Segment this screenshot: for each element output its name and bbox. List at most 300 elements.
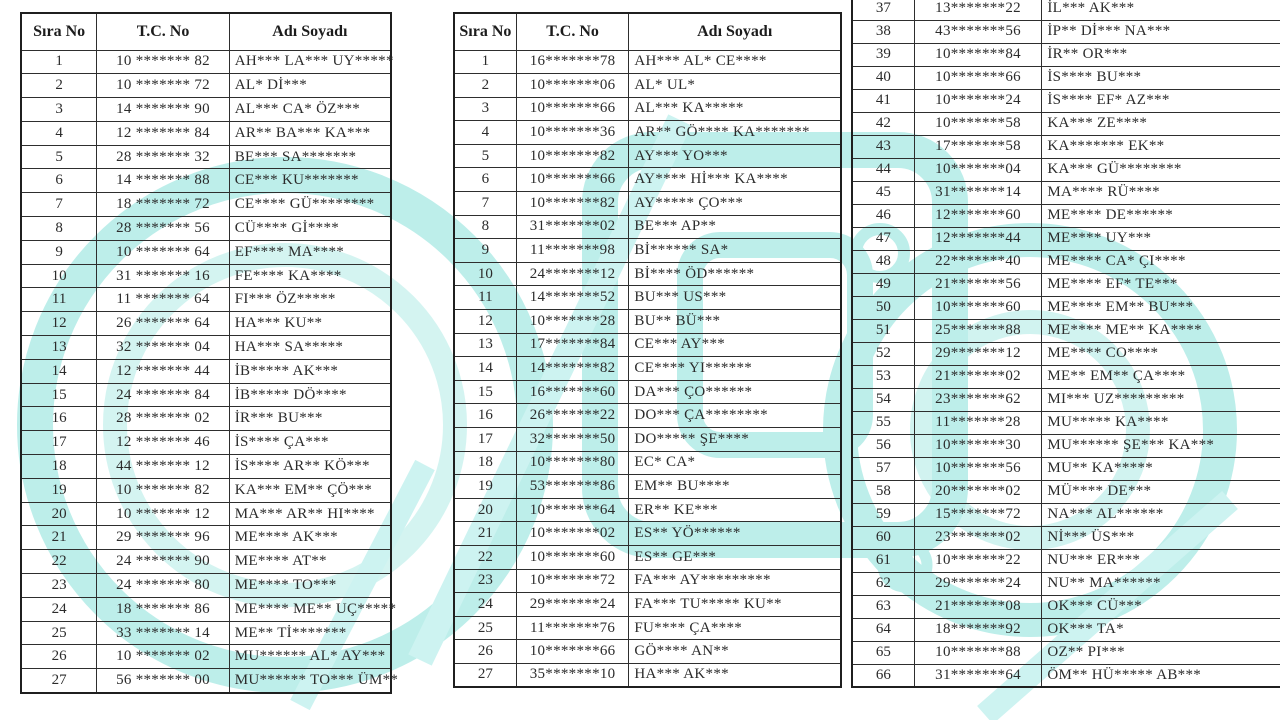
tc-no-cell: 10 ******* 12 [97,502,229,526]
name-cell: NA*** AL****** [1042,503,1280,526]
name-cell: HA*** SA***** [229,336,391,360]
sira-no-cell: 19 [454,475,516,499]
tc-no-cell: 11*******76 [516,616,629,640]
tc-no-cell: 10*******82 [516,192,629,216]
table-row [454,451,841,475]
name-cell: ME**** CO**** [1042,342,1280,365]
table-row [454,333,841,357]
name-cell: AL* Dİ*** [229,74,391,98]
tc-no-cell: 44 ******* 12 [97,455,229,479]
tc-no-cell: 31 ******* 16 [97,264,229,288]
table-row [852,20,1280,43]
sira-no-cell: 6 [454,168,516,192]
tc-no-cell: 10*******66 [516,640,629,664]
name-cell: Nİ*** ÜS*** [1042,526,1280,549]
sira-no-cell: 45 [852,181,914,204]
table-row [852,296,1280,319]
sira-no-cell: 59 [852,503,914,526]
tc-no-cell: 28 ******* 02 [97,407,229,431]
tc-no-cell: 56 ******* 00 [97,669,229,693]
sira-no-cell: 65 [852,641,914,664]
sira-no-cell: 4 [21,121,97,145]
name-cell: AL* UL* [629,74,841,98]
table-row [852,411,1280,434]
name-cell: ME**** TO*** [229,574,391,598]
column-header-sira-no: Sıra No [21,13,97,50]
tc-no-cell: 13*******22 [914,0,1042,20]
sira-no-cell: 15 [21,383,97,407]
tc-no-cell: 10*******06 [516,74,629,98]
sira-no-cell: 8 [454,215,516,239]
table-header [454,13,841,50]
table-row [852,89,1280,112]
table-row [21,98,391,122]
table-row [454,569,841,593]
name-cell: AY**** Hİ*** KA**** [629,168,841,192]
tc-no-cell: 24 ******* 84 [97,383,229,407]
table-row [852,0,1280,20]
name-cell: CE**** YI****** [629,357,841,381]
tc-no-cell: 10*******82 [516,144,629,168]
table-row [852,250,1280,273]
name-cell: ME** Tİ******* [229,621,391,645]
name-cell: OK*** TA* [1042,618,1280,641]
name-cell: MA*** AR** HI**** [229,502,391,526]
table-row [454,144,841,168]
sira-no-cell: 16 [454,404,516,428]
table-row [454,168,841,192]
tc-no-cell: 14 ******* 88 [97,169,229,193]
sira-no-cell: 24 [21,597,97,621]
tc-no-cell: 12*******60 [914,204,1042,227]
tc-no-cell: 10*******60 [516,545,629,569]
tc-no-cell: 11*******98 [516,239,629,263]
sira-no-cell: 27 [21,669,97,693]
table-row [852,158,1280,181]
tc-no-cell: 22*******40 [914,250,1042,273]
tc-no-cell: 10*******56 [914,457,1042,480]
table-row [454,404,841,428]
table-row [852,572,1280,595]
tc-no-cell: 10*******66 [914,66,1042,89]
tc-no-cell: 10*******22 [914,549,1042,572]
tc-no-cell: 20*******02 [914,480,1042,503]
sira-no-cell: 17 [21,431,97,455]
tc-no-cell: 32*******50 [516,428,629,452]
table-row [852,388,1280,411]
tc-no-cell: 11*******28 [914,411,1042,434]
table-row [454,428,841,452]
tc-no-cell: 14*******52 [516,286,629,310]
tc-no-cell: 10 ******* 64 [97,240,229,264]
name-cell: FA*** TU***** KU** [629,593,841,617]
sira-no-cell: 7 [454,192,516,216]
sira-no-cell: 64 [852,618,914,641]
sira-no-cell: 46 [852,204,914,227]
name-cell: AL*** KA***** [629,97,841,121]
name-cell: İS**** AR** KÖ*** [229,455,391,479]
sira-no-cell: 48 [852,250,914,273]
table-row [21,288,391,312]
table-row [852,66,1280,89]
sira-no-cell: 16 [21,407,97,431]
name-cell: FE**** KA**** [229,264,391,288]
sira-no-cell: 50 [852,296,914,319]
tc-no-cell: 33 ******* 14 [97,621,229,645]
sira-no-cell: 12 [21,312,97,336]
name-cell: KA******* EK** [1042,135,1280,158]
table-row [21,621,391,645]
column-header-adi-soyadi: Adı Soyadı [629,13,841,50]
name-cell: ME**** CA* ÇI**** [1042,250,1280,273]
name-cell: İB***** DÖ**** [229,383,391,407]
table-row [852,135,1280,158]
name-cell: AH*** AL* CE**** [629,50,841,74]
name-cell: ME**** UY*** [1042,227,1280,250]
table-row [454,475,841,499]
name-cell: AH*** LA*** UY***** [229,50,391,74]
tc-no-cell: 24 ******* 80 [97,574,229,598]
sira-no-cell: 60 [852,526,914,549]
table-row [21,193,391,217]
table-row [21,336,391,360]
tc-no-cell: 10*******24 [914,89,1042,112]
table-row [852,641,1280,664]
table-row [454,522,841,546]
table-row [454,310,841,334]
sira-no-cell: 38 [852,20,914,43]
tc-no-cell: 29*******24 [914,572,1042,595]
sira-no-cell: 51 [852,319,914,342]
name-cell: İB***** AK*** [229,359,391,383]
name-cell: DO***** ŞE**** [629,428,841,452]
table-row [852,319,1280,342]
name-cell: ME**** EF* TE*** [1042,273,1280,296]
column-header-tc-no: T.C. No [516,13,629,50]
sira-no-cell: 23 [454,569,516,593]
sira-no-cell: 9 [454,239,516,263]
sira-no-cell: 63 [852,595,914,618]
sira-no-cell: 6 [21,169,97,193]
table-row [21,74,391,98]
sira-no-cell: 54 [852,388,914,411]
sira-no-cell: 14 [454,357,516,381]
sira-no-cell: 21 [21,526,97,550]
sira-no-cell: 62 [852,572,914,595]
masked-id-table-middle [453,12,842,688]
table-row [454,593,841,617]
sira-no-cell: 5 [454,144,516,168]
table-row [454,121,841,145]
name-cell: ES** GE*** [629,545,841,569]
tc-no-cell: 10 ******* 82 [97,50,229,74]
table-row [21,669,391,693]
name-cell: OK*** CÜ*** [1042,595,1280,618]
tc-no-cell: 14*******82 [516,357,629,381]
sira-no-cell: 1 [454,50,516,74]
sira-no-cell: 41 [852,89,914,112]
table-row [852,526,1280,549]
name-cell: GÖ**** AN** [629,640,841,664]
sira-no-cell: 39 [852,43,914,66]
sira-no-cell: 14 [21,359,97,383]
sira-no-cell: 8 [21,217,97,241]
sira-no-cell: 17 [454,428,516,452]
tc-no-cell: 18 ******* 72 [97,193,229,217]
table-row [21,217,391,241]
sira-no-cell: 18 [21,455,97,479]
tc-no-cell: 32 ******* 04 [97,336,229,360]
name-cell: BE*** AP** [629,215,841,239]
tc-no-cell: 10*******02 [516,522,629,546]
sira-no-cell: 10 [454,262,516,286]
sira-no-cell: 22 [21,550,97,574]
sira-no-cell: 49 [852,273,914,296]
table-row [21,264,391,288]
table-row [852,434,1280,457]
table-row [454,239,841,263]
tc-no-cell: 17*******58 [914,135,1042,158]
tc-no-cell: 21*******08 [914,595,1042,618]
table-row [852,227,1280,250]
sira-no-cell: 13 [21,336,97,360]
name-cell: İS**** EF* AZ*** [1042,89,1280,112]
tc-no-cell: 43*******56 [914,20,1042,43]
table-row [852,112,1280,135]
name-cell: ME**** AT** [229,550,391,574]
name-cell: İS**** BU*** [1042,66,1280,89]
name-cell: İS**** ÇA*** [229,431,391,455]
sira-no-cell: 52 [852,342,914,365]
table-row [454,74,841,98]
table-row [21,574,391,598]
name-cell: İR*** BU*** [229,407,391,431]
sira-no-cell: 10 [21,264,97,288]
tc-no-cell: 10*******66 [516,168,629,192]
tc-no-cell: 16*******60 [516,380,629,404]
tc-no-cell: 29*******12 [914,342,1042,365]
name-cell: Bİ**** ÖD****** [629,262,841,286]
table-row [21,502,391,526]
table-row [852,664,1280,687]
sira-no-cell: 5 [21,145,97,169]
tc-no-cell: 12 ******* 44 [97,359,229,383]
sira-no-cell: 58 [852,480,914,503]
table-row [454,357,841,381]
tc-no-cell: 31*******64 [914,664,1042,687]
tc-no-cell: 26 ******* 64 [97,312,229,336]
sira-no-cell: 42 [852,112,914,135]
tc-no-cell: 10*******72 [516,569,629,593]
sira-no-cell: 2 [21,74,97,98]
tc-no-cell: 10*******60 [914,296,1042,319]
name-cell: BU** BÜ*** [629,310,841,334]
tc-no-cell: 26*******22 [516,404,629,428]
table-row [454,97,841,121]
name-cell: KA*** GÜ******** [1042,158,1280,181]
name-cell: DA*** ÇO****** [629,380,841,404]
table-row [21,169,391,193]
tc-no-cell: 31*******02 [516,215,629,239]
sira-no-cell: 2 [454,74,516,98]
tc-no-cell: 10*******88 [914,641,1042,664]
name-cell: EC* CA* [629,451,841,475]
name-cell: MI*** UZ********* [1042,388,1280,411]
name-cell: AY*** YO*** [629,144,841,168]
column-header-adi-soyadi: Adı Soyadı [229,13,391,50]
table-row [852,480,1280,503]
tc-no-cell: 29*******24 [516,593,629,617]
name-cell: ER** KE*** [629,498,841,522]
name-cell: AR** GÖ**** KA******* [629,121,841,145]
name-cell: EF**** MA**** [229,240,391,264]
sira-no-cell: 18 [454,451,516,475]
name-cell: ME**** ME** UÇ***** [229,597,391,621]
sira-no-cell: 37 [852,0,914,20]
sira-no-cell: 47 [852,227,914,250]
tc-no-cell: 12*******44 [914,227,1042,250]
sira-no-cell: 27 [454,663,516,687]
table-row [454,616,841,640]
table-row [21,597,391,621]
table-row [21,478,391,502]
tc-no-cell: 29 ******* 96 [97,526,229,550]
table-row [21,312,391,336]
name-cell: ÖM** HÜ***** AB*** [1042,664,1280,687]
sira-no-cell: 26 [21,645,97,669]
tc-no-cell: 12 ******* 46 [97,431,229,455]
name-cell: CÜ**** Gİ**** [229,217,391,241]
name-cell: BU*** US*** [629,286,841,310]
name-cell: CE*** AY*** [629,333,841,357]
sira-no-cell: 53 [852,365,914,388]
tc-no-cell: 18*******92 [914,618,1042,641]
name-cell: KA*** EM** ÇÖ*** [229,478,391,502]
table-row [454,192,841,216]
tc-no-cell: 10*******04 [914,158,1042,181]
table-row [21,121,391,145]
name-cell: KA*** ZE**** [1042,112,1280,135]
table-row [852,43,1280,66]
sira-no-cell: 56 [852,434,914,457]
table-row [21,526,391,550]
tc-no-cell: 10*******84 [914,43,1042,66]
name-cell: CE**** GÜ******** [229,193,391,217]
column-header-sira-no: Sıra No [454,13,516,50]
tc-no-cell: 23*******62 [914,388,1042,411]
table-row [852,273,1280,296]
tc-no-cell: 10 ******* 02 [97,645,229,669]
tc-no-cell: 24 ******* 90 [97,550,229,574]
name-cell: FA*** AY********* [629,569,841,593]
sira-no-cell: 57 [852,457,914,480]
sira-no-cell: 1 [21,50,97,74]
name-cell: DO*** ÇA******** [629,404,841,428]
tc-no-cell: 16*******78 [516,50,629,74]
tc-no-cell: 10*******80 [516,451,629,475]
name-cell: MU****** ŞE*** KA*** [1042,434,1280,457]
tc-no-cell: 10*******28 [516,310,629,334]
name-cell: HA*** AK*** [629,663,841,687]
name-cell: OZ** PI*** [1042,641,1280,664]
sira-no-cell: 4 [454,121,516,145]
table-row [852,549,1280,572]
sira-no-cell: 25 [21,621,97,645]
name-cell: MA**** RÜ**** [1042,181,1280,204]
sira-no-cell: 15 [454,380,516,404]
sira-no-cell: 24 [454,593,516,617]
name-cell: HA*** KU** [229,312,391,336]
table-row [454,286,841,310]
table-row [21,550,391,574]
name-cell: ME**** AK*** [229,526,391,550]
table-row [852,503,1280,526]
tc-no-cell: 18 ******* 86 [97,597,229,621]
sira-no-cell: 12 [454,310,516,334]
sira-no-cell: 3 [21,98,97,122]
name-cell: MU***** KA**** [1042,411,1280,434]
sira-no-cell: 44 [852,158,914,181]
tc-no-cell: 10*******58 [914,112,1042,135]
name-cell: MU****** TO*** ÜM** [229,669,391,693]
table-row [21,407,391,431]
table-row [21,645,391,669]
table-row [454,545,841,569]
name-cell: AY***** ÇO*** [629,192,841,216]
masked-id-table-right [851,0,1280,688]
tc-no-cell: 31*******14 [914,181,1042,204]
table-row [21,50,391,74]
tc-no-cell: 11 ******* 64 [97,288,229,312]
table-row [454,380,841,404]
tc-no-cell: 35*******10 [516,663,629,687]
name-cell: MU****** AL* AY*** [229,645,391,669]
table-row [454,50,841,74]
name-cell: CE*** KU******* [229,169,391,193]
table-row [21,240,391,264]
sira-no-cell: 7 [21,193,97,217]
name-cell: ME**** EM** BU*** [1042,296,1280,319]
name-cell: FI*** ÖZ***** [229,288,391,312]
tc-no-cell: 10*******36 [516,121,629,145]
name-cell: MU** KA***** [1042,457,1280,480]
table-row [454,498,841,522]
name-cell: BE*** SA******* [229,145,391,169]
sira-no-cell: 13 [454,333,516,357]
sira-no-cell: 21 [454,522,516,546]
sira-no-cell: 55 [852,411,914,434]
table-row [454,640,841,664]
name-cell: FU**** ÇA**** [629,616,841,640]
table-row [454,663,841,687]
masked-id-table-left [20,12,399,694]
table-row [852,181,1280,204]
sira-no-cell: 22 [454,545,516,569]
name-cell: NU** MA****** [1042,572,1280,595]
name-cell: ME** EM** ÇA**** [1042,365,1280,388]
tc-no-cell: 15*******72 [914,503,1042,526]
sira-no-cell: 11 [21,288,97,312]
tc-no-cell: 17*******84 [516,333,629,357]
name-cell: İR** OR*** [1042,43,1280,66]
sira-no-cell: 19 [21,478,97,502]
name-cell: İL*** AK*** [1042,0,1280,20]
table-row [454,262,841,286]
sira-no-cell: 20 [21,502,97,526]
table-row [852,342,1280,365]
tc-no-cell: 21*******56 [914,273,1042,296]
sira-no-cell: 25 [454,616,516,640]
